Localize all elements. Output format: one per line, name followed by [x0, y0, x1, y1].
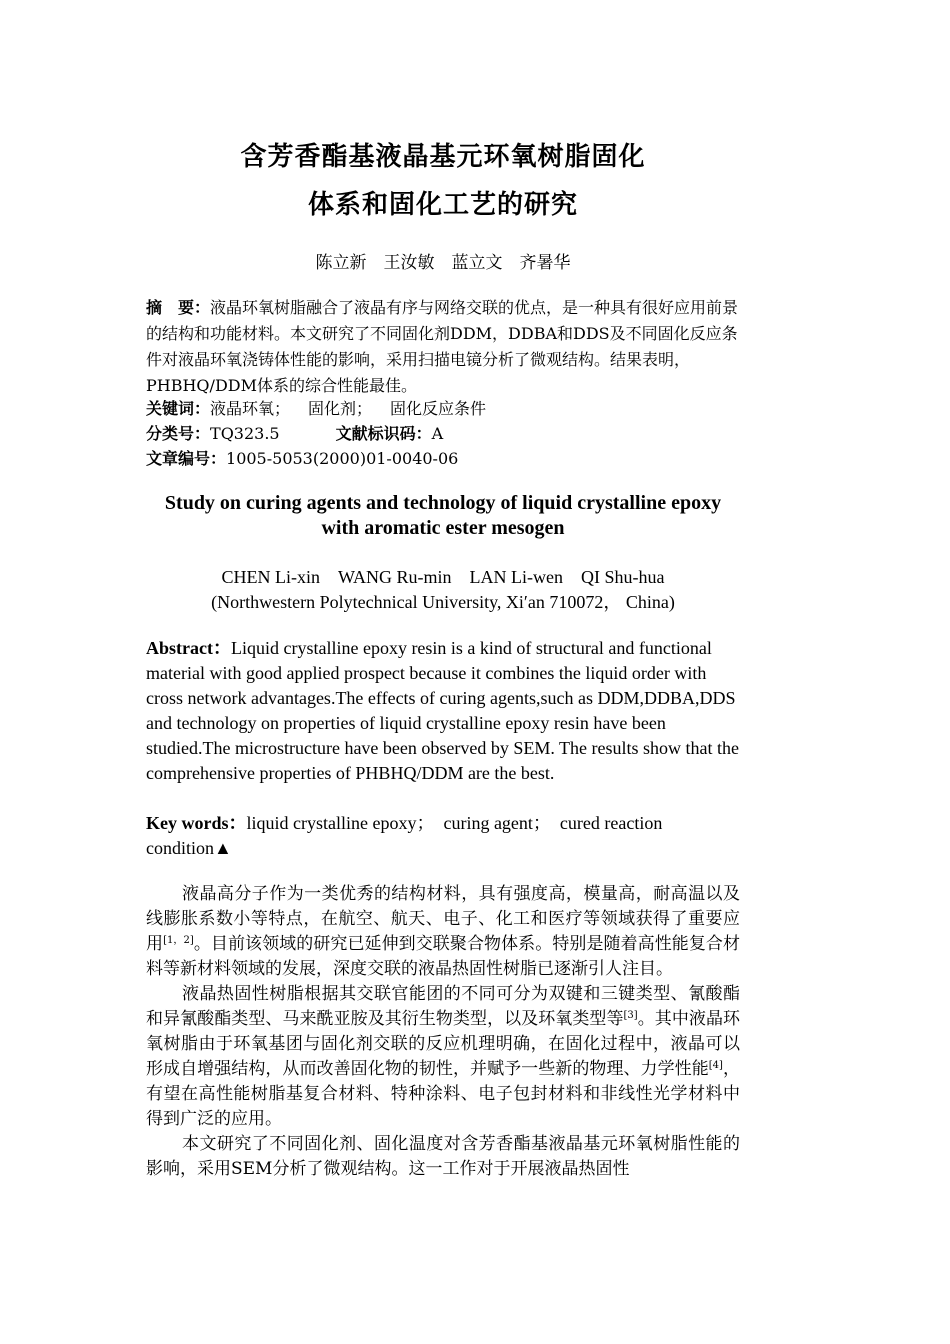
citation: [3] [623, 1010, 638, 1021]
classification-label: 分类号： [146, 424, 211, 443]
abstract-cn-text: 液晶环氧树脂融合了液晶有序与网络交联的优点，是一种具有很好应用前景的结构和功能材料。本文研究了不同固化剂DDM，DDBA和DDS及不同固化反应条件对液晶环氧浇铸体性能的影响，采用扫描电镜分析了微观结构。结果表明，PHBHQ/DDM体系的综合性能最佳。 [146, 298, 739, 395]
body-text-run: 液晶高分子作为一类优秀的结构材料，具有强度高，模量高，耐高温以及线膨胀系数小等特点，在航空、航天、电子、化工和医疗等领域获得了重要应用 [146, 884, 740, 954]
body-text-run: 。目前该领域的研究已延伸到交联聚合物体系。特别是随着高性能复合材料等新材料领域的发展，深度交联的液晶热固性树脂已逐渐引人注目。 [146, 934, 741, 979]
citation: [1，2] [163, 935, 194, 946]
article-number-line [146, 446, 746, 472]
body-text-run: 液晶热固性树脂根据其交联官能团的不同可分为双键和三键类型、氰酸酯和异氰酸酯类型、马来酰亚胺及其衍生物类型，以及环氧类型等 [146, 984, 740, 1029]
affiliation-en: (Northwestern Polytechnical University, Xi′an 710072， China) [211, 592, 675, 612]
abstract-cn-label: 摘 要： [146, 298, 211, 317]
document-code-value: A [431, 424, 444, 443]
body-text-run: 。其中液晶环氧树脂由于环氧基团与固化剂交联的反应机理明确，在固化过程中，液晶可以形成自增强结构，从而改善固化物的韧性，并赋予一些新的物理、力学性能 [146, 1009, 741, 1079]
keywords-cn-label: 关键词： [146, 399, 211, 418]
abstract-en [146, 636, 740, 786]
body-paragraph [146, 882, 740, 982]
title-cn-line1: 含芳香酯基液晶基元环氧树脂固化 [240, 142, 646, 172]
document-code-label: 文献标识码： [335, 424, 432, 443]
abstract-en-text: Liquid crystalline epoxy resin is a kind of structural and functional material with good applied prospect because it combines the liquid order with cross network advantages.The effects of curing agents,such as DDM,DDBA,DDS and technology on properties of liquid crystalline epoxy resin have been studied.The microstructure have been observed by SEM. The results show that the comprehensive properties of PHBHQ/DDM are the best. [146, 638, 740, 783]
keywords-en [146, 811, 740, 861]
body-paragraph: 本文研究了不同固化剂、固化温度对含芳香酯基液晶基元环氧树脂性能的影响，采用SEM分析了微观结构。这一工作对于开展液晶热固性 [146, 1134, 740, 1179]
classification-value: TQ323.5 [210, 424, 280, 443]
keyword-cn-item: 液晶环氧； [210, 399, 291, 418]
body-text [146, 882, 740, 1182]
citation: [4] [708, 1060, 723, 1071]
keywords-en-label: Key words： [146, 813, 247, 833]
authors-cn: 陈立新 王汝敏 蓝立文 齐暑华 [315, 253, 571, 273]
abstract-cn [146, 295, 740, 399]
classification-line [146, 421, 746, 447]
title-cn-line2: 体系和固化工艺的研究 [307, 190, 578, 220]
authors-en: CHEN Li-xin WANG Ru-min LAN Li-wen QI Shu-hua [221, 567, 665, 587]
body-paragraph [146, 982, 740, 1132]
title-en: Study on curing agents and technology of liquid crystalline epoxy with aromatic ester mesogen [164, 492, 722, 539]
body-text-run: ，有望在高性能树脂基复合材料、特种涂料、电子包封材料和非线性光学材料中得到广泛的应用。 [146, 1059, 741, 1129]
keywords-en-text: liquid crystalline epoxy； curing agent； cured reaction condition▲ [146, 813, 663, 858]
keywords-cn [146, 396, 746, 422]
keyword-cn-item: 固化反应条件 [390, 399, 487, 418]
authors-en-block [146, 565, 740, 615]
article-number-label: 文章编号： [146, 449, 227, 468]
abstract-en-label: Abstract： [146, 638, 231, 658]
article-number-value: 1005-5053(2000)01-0040-06 [226, 449, 459, 468]
keyword-cn-item: 固化剂； [308, 399, 373, 418]
